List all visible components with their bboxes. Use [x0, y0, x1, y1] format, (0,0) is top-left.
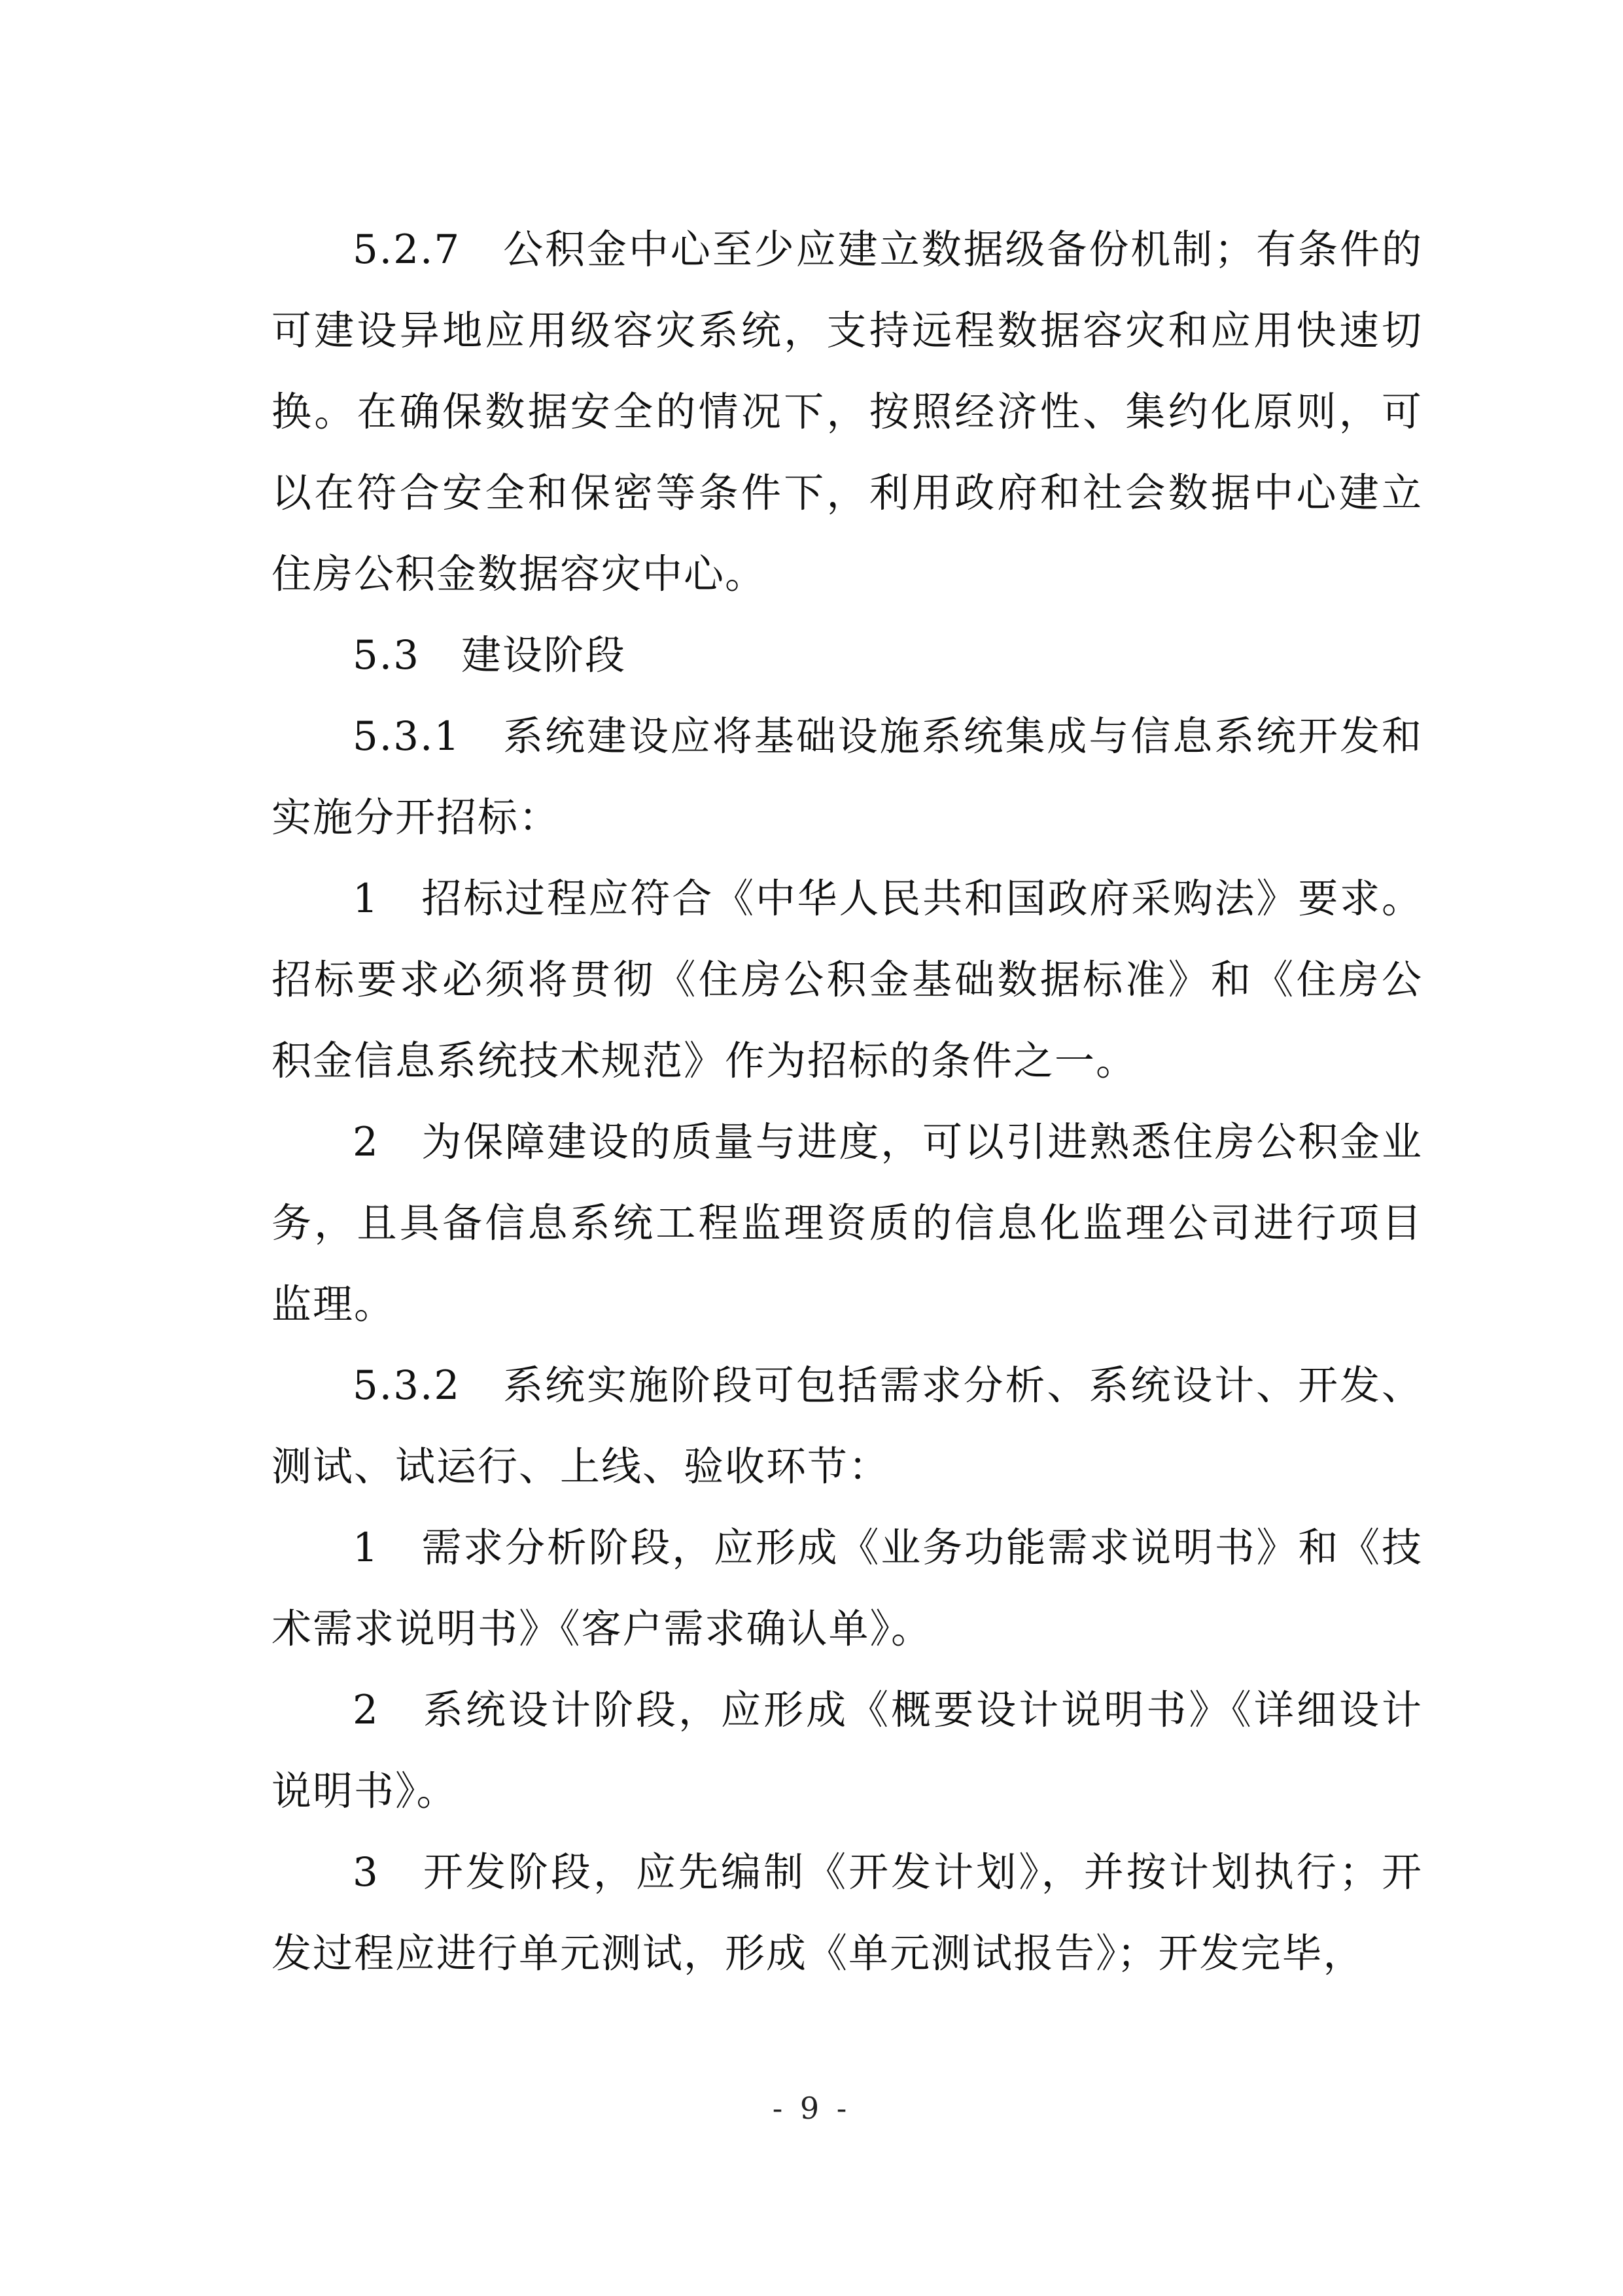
paragraph-5-3-2-item-3: 3 开发阶段，应先编制《开发计划》，并按计划执行；开发过程应进行单元测试，形成《单元测试报告》；开发完毕， [271, 1849, 1423, 1977]
paragraph-5-3-2-item-2: 2 系统设计阶段，应形成《概要设计说明书》《详细设计说明书》。 [271, 1687, 1423, 1814]
paragraph-5-3-1-item-1: 1 招标过程应符合《中华人民共和国政府采购法》要求。招标要求必须将贯彻《住房公积金基础数据标准》和《住房公积金信息系统技术规范》作为招标的条件之一。 [271, 875, 1423, 1084]
paragraph-5-3-1: 5.3.1 系统建设应将基础设施系统集成与信息系统开发和实施分开招标： [271, 713, 1423, 841]
paragraph-5-3-2-item-1: 1 需求分析阶段，应形成《业务功能需求说明书》和《技术需求说明书》《客户需求确认单》。 [271, 1525, 1423, 1652]
paragraph-5-3-2: 5.3.2 系统实施阶段可包括需求分析、系统设计、开发、测试、试运行、上线、验收环节： [271, 1362, 1423, 1490]
paragraph-5-2-7: 5.2.7 公积金中心至少应建立数据级备份机制；有条件的可建设异地应用级容灾系统，支持远程数据容灾和应用快速切换。在确保数据安全的情况下，按照经济性、集约化原则，可以在符合安全和保密等条件下，利用政府和社会数据中心建立住房公积金数据容灾中心。 [271, 226, 1423, 597]
page-number: - 9 - [772, 2091, 851, 2126]
section-heading-5-3: 5.3 建设阶段 [353, 632, 627, 679]
paragraph-5-3-1-item-2: 2 为保障建设的质量与进度，可以引进熟悉住房公积金业务，且具备信息系统工程监理资质的信息化监理公司进行项目监理。 [271, 1119, 1423, 1328]
body-text [271, 209, 1423, 1994]
